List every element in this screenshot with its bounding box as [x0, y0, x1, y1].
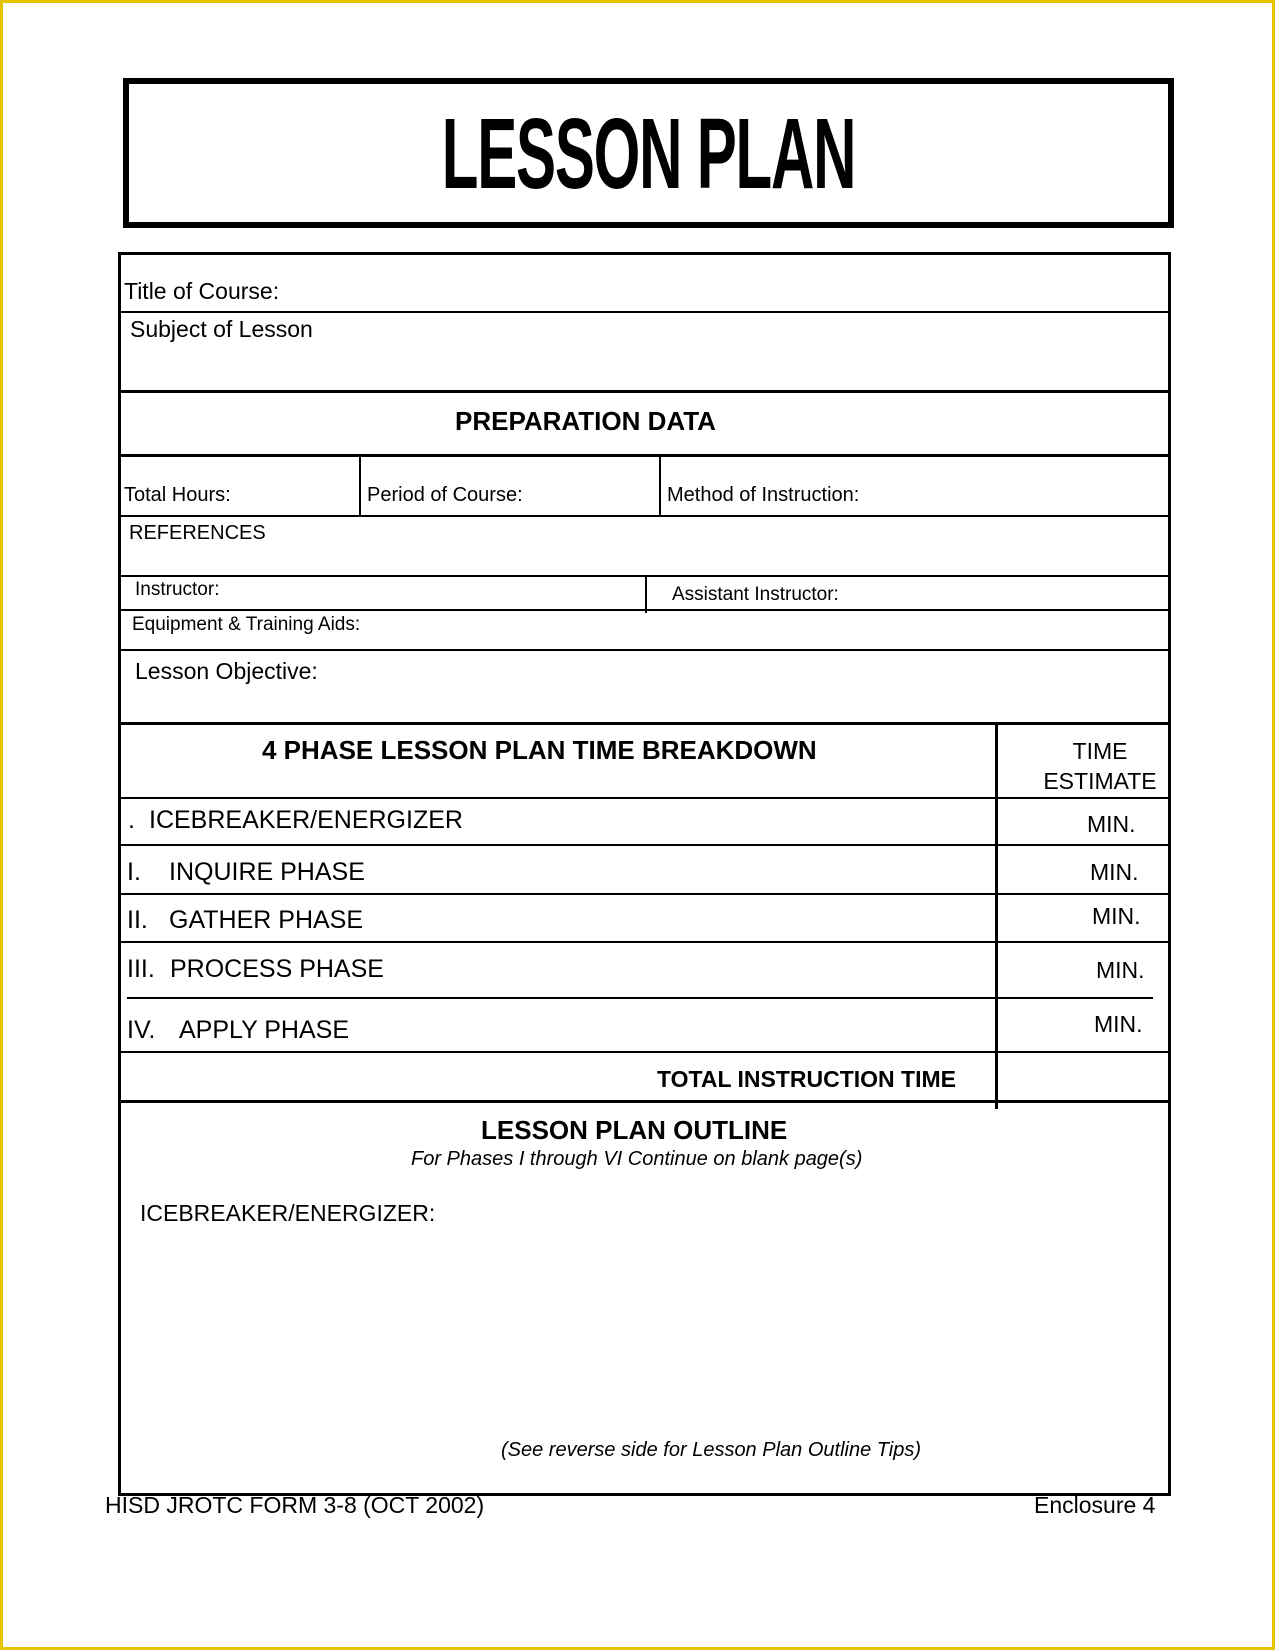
method-of-instruction-label: Method of Instruction:: [667, 484, 860, 506]
min-label: MIN.: [1092, 903, 1141, 929]
column-divider: [359, 456, 361, 516]
total-hours-label: Total Hours:: [124, 484, 231, 506]
lesson-objective-label: Lesson Objective:: [135, 658, 318, 684]
title-of-course-label: Title of Course:: [124, 278, 280, 304]
phase-name-process: PROCESS PHASE: [170, 955, 384, 983]
column-divider: [645, 577, 647, 613]
total-instruction-time-label: TOTAL INSTRUCTION TIME: [657, 1066, 956, 1092]
phase-name-apply: APPLY PHASE: [179, 1016, 349, 1044]
phase-number: I.: [127, 858, 141, 886]
page-title: LESSON PLAN: [441, 98, 856, 210]
phase-number: II.: [127, 906, 148, 934]
divider: [121, 1100, 1169, 1103]
min-label: MIN.: [1096, 957, 1145, 983]
form-id: HISD JROTC FORM 3-8 (OCT 2002): [105, 1492, 485, 1518]
divider: [121, 311, 1169, 313]
column-divider: [659, 456, 661, 516]
phase-number: III.: [127, 955, 155, 983]
divider: [121, 722, 1169, 725]
min-label: MIN.: [1087, 811, 1136, 837]
divider: [121, 844, 1169, 846]
divider: [121, 893, 1169, 895]
outline-tips-note: (See reverse side for Lesson Plan Outline Tips): [501, 1439, 922, 1461]
icebreaker-outline-label: ICEBREAKER/ENERGIZER:: [140, 1200, 436, 1226]
period-of-course-label: Period of Course:: [367, 484, 523, 506]
breakdown-heading: 4 PHASE LESSON PLAN TIME BREAKDOWN: [262, 735, 817, 765]
divider: [127, 997, 1153, 999]
divider: [121, 941, 1169, 943]
divider: [121, 390, 1169, 393]
outline-subheading: For Phases I through VI Continue on blank page(s): [411, 1148, 863, 1170]
divider: [121, 649, 1169, 651]
divider: [121, 515, 1169, 517]
references-label: REFERENCES: [129, 522, 266, 544]
title-banner: [123, 78, 1174, 228]
equipment-label: Equipment & Training Aids:: [132, 614, 361, 635]
divider: [121, 609, 1169, 611]
outline-heading: LESSON PLAN OUTLINE: [481, 1115, 788, 1145]
divider: [121, 797, 1169, 799]
time-heading: TIME: [1072, 738, 1128, 764]
phase-name-icebreaker: ICEBREAKER/ENERGIZER: [149, 806, 463, 834]
divider: [121, 1051, 1169, 1053]
preparation-heading: PREPARATION DATA: [455, 406, 716, 436]
min-label: MIN.: [1094, 1011, 1143, 1037]
estimate-heading: ESTIMATE: [1043, 768, 1157, 794]
assistant-instructor-label: Assistant Instructor:: [672, 584, 839, 605]
phase-name-inquire: INQUIRE PHASE: [169, 858, 365, 886]
min-label: MIN.: [1090, 859, 1139, 885]
enclosure-label: Enclosure 4: [1034, 1492, 1156, 1518]
divider: [121, 454, 1169, 457]
instructor-label: Instructor:: [135, 579, 220, 600]
phase-number: .: [128, 806, 135, 834]
phase-name-gather: GATHER PHASE: [169, 906, 364, 934]
subject-of-lesson-label: Subject of Lesson: [130, 316, 313, 342]
phase-number: IV.: [127, 1016, 156, 1044]
